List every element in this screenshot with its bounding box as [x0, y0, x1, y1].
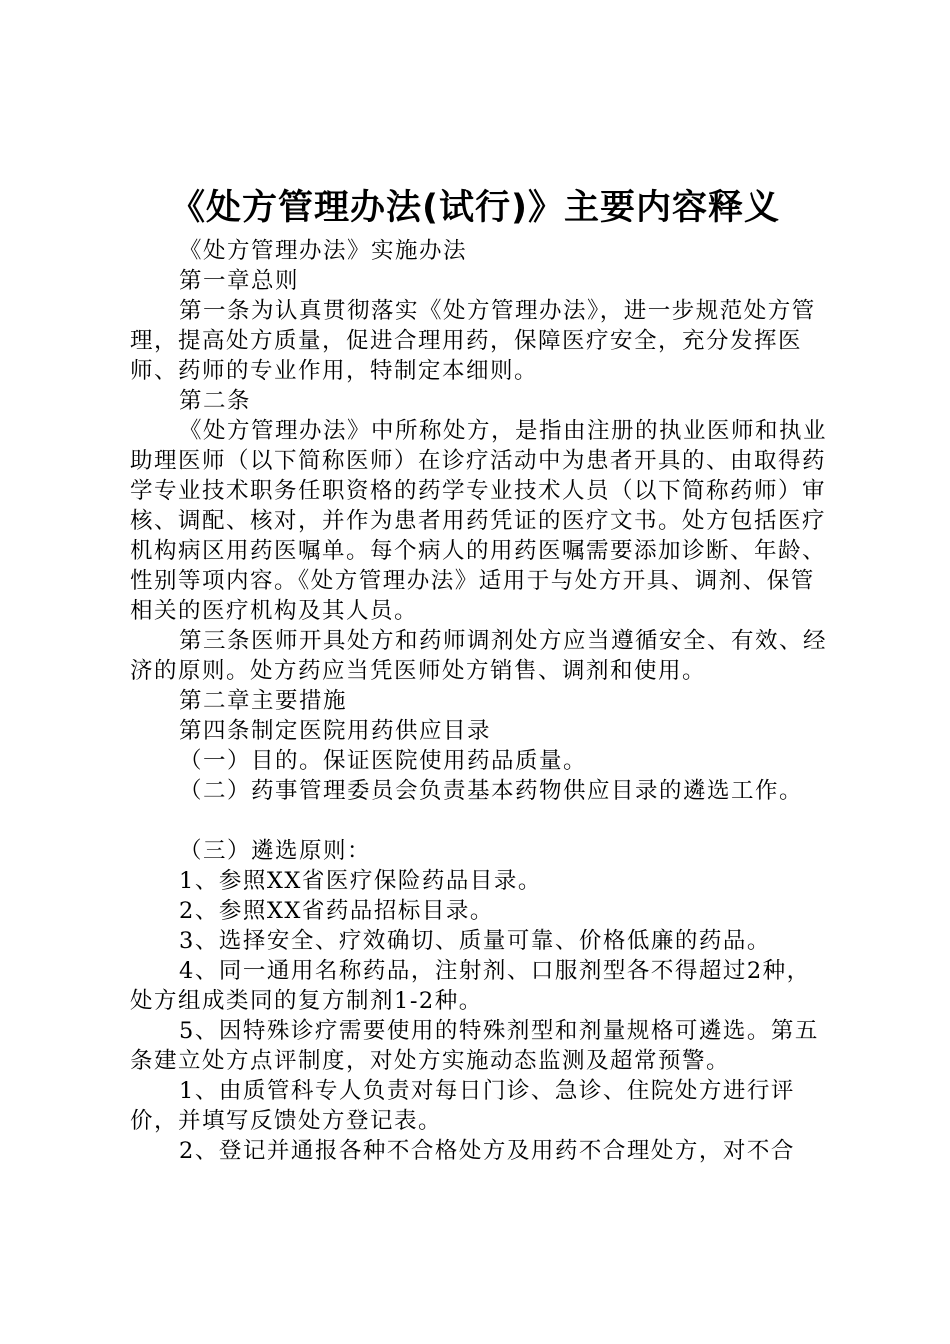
- paragraph-review-1: 1、由质管科专人负责对每日门诊、急诊、住院处方进行评价，并填写反馈处方登记表。: [130, 1078, 795, 1134]
- paragraph-principle-1: 1、参照XX省医疗保险药品目录。: [179, 868, 542, 894]
- paragraph-principle-3: 3、选择安全、疗效确切、质量可靠、价格低廉的药品。: [179, 928, 771, 954]
- paragraph-item-2: （二）药事管理委员会负责基本药物供应目录的遴选工作。: [179, 778, 804, 804]
- paragraph-chapter-1: 第一章总则: [179, 268, 300, 294]
- paragraph-article-2-heading: 第二条: [179, 388, 252, 414]
- paragraph-article-2-body: 《处方管理办法》中所称处方，是指由注册的执业医师和执业助理医师（以下简称医师）在诊疗活动中为患者开具的、由取得药学专业技术职务任职资格的药学专业技术人员（以下简称药师）审核、调配、核对，并作为患者用药凭证的医疗文书。处方包括医疗机构病区用药医嘱单。每个病人的用药医嘱需要添加诊断、年龄、性别等项内容。《处方管理办法》适用于与处方开具、调剂、保管相关的医疗机构及其人员。: [130, 418, 828, 624]
- paragraph-principle-4: 4、同一通用名称药品，注射剂、口服剂型各不得超过2种，处方组成类同的复方制剂1-2种。: [130, 958, 811, 1014]
- document-body: [0, 236, 950, 1166]
- paragraph-article-1: 第一条为认真贯彻落实《处方管理办法》，进一步规范处方管理，提高处方质量，促进合理用药，保障医疗安全，充分发挥医师、药师的专业作用，特制定本细则。: [130, 298, 816, 384]
- paragraph-subtitle: 《处方管理办法》实施办法: [179, 238, 468, 264]
- paragraph-principle-5: 5、因特殊诊疗需要使用的特殊剂型和剂量规格可遴选。第五条建立处方点评制度，对处方实施动态监测及超常预警。: [130, 1018, 819, 1074]
- paragraph-review-2: 2、登记并通报各种不合格处方及用药不合理处方，对不合: [179, 1138, 795, 1164]
- document-title: 《处方管理办法(试行)》主要内容释义: [170, 188, 780, 228]
- paragraph-article-4: 第四条制定医院用药供应目录: [179, 718, 492, 744]
- paragraph-item-1: （一）目的。保证医院使用药品质量。: [179, 748, 588, 774]
- paragraph-article-3: 第三条医师开具处方和药师调剂处方应当遵循安全、有效、经济的原则。处方药应当凭医师处方销售、调剂和使用。: [130, 628, 828, 684]
- paragraph-item-3: （三）遴选原则：: [179, 838, 372, 864]
- paragraph-principle-2: 2、参照XX省药品招标目录。: [179, 898, 494, 924]
- paragraph-chapter-2: 第二章主要措施: [179, 688, 348, 714]
